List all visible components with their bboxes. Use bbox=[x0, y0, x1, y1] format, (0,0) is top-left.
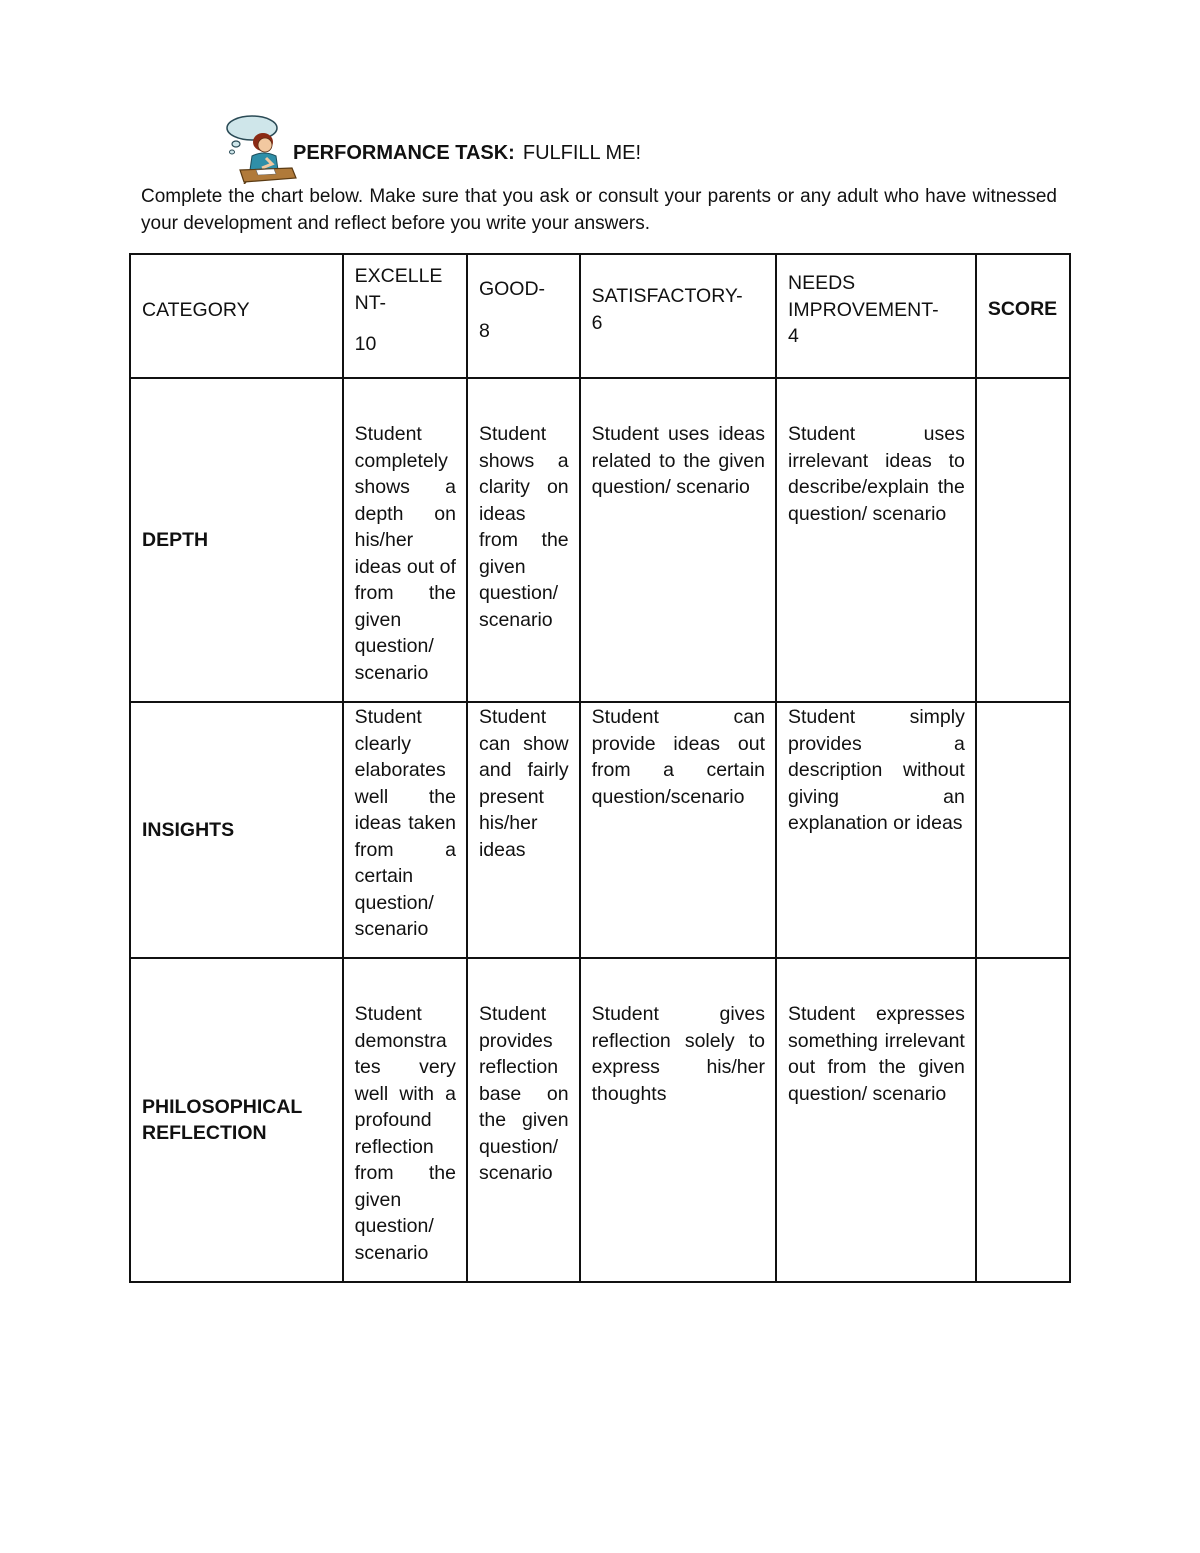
row-depth-needs-cell bbox=[776, 378, 976, 702]
row-depth-satisfactory-cell bbox=[580, 378, 776, 702]
student-writing-clipart-icon bbox=[222, 112, 302, 184]
row-insights-category-cell bbox=[130, 702, 343, 958]
row-depth-category-cell bbox=[130, 378, 343, 702]
row-excellent-text: Student clearly elaborates well the ideas taken from a certain question/ scenario bbox=[354, 706, 456, 940]
title-row bbox=[222, 112, 922, 184]
header-needs-line1: NEEDS bbox=[788, 272, 856, 294]
row-needs-text: Student expresses something irrelevant out from the given question/ scenario bbox=[788, 1003, 965, 1105]
header-good-line1: GOOD- bbox=[478, 278, 546, 300]
header-score: SCORE bbox=[987, 298, 1058, 320]
row-good-text: Student shows a clarity on ideas from the given question/ scenario bbox=[478, 423, 569, 631]
header-satisfactory-cell bbox=[580, 254, 776, 378]
row-reflection-score-cell[interactable] bbox=[976, 958, 1070, 1282]
row-insights-needs-cell bbox=[776, 702, 976, 958]
row-depth-good-cell bbox=[467, 378, 580, 702]
row-reflection-category-cell bbox=[130, 958, 343, 1282]
row-excellent-text: Student demonstra tes very well with a profound reflection from the given question/ scenario bbox=[354, 1003, 456, 1264]
row-reflection-needs-cell bbox=[776, 958, 976, 1282]
row-depth-excellent-cell bbox=[343, 378, 467, 702]
table-row bbox=[130, 378, 1070, 702]
task-label: PERFORMANCE TASK: bbox=[293, 142, 515, 164]
row-satisfactory-text: Student uses ideas related to the given question/ scenario bbox=[591, 423, 765, 498]
row-good-text: Student can show and fairly present his/her ideas bbox=[478, 706, 569, 861]
header-excellent-cell bbox=[343, 254, 467, 378]
table-row bbox=[130, 702, 1070, 958]
row-reflection-excellent-cell bbox=[343, 958, 467, 1282]
row-insights-good-cell bbox=[467, 702, 580, 958]
title bbox=[293, 142, 641, 165]
header-category-cell bbox=[130, 254, 343, 378]
row-insights-excellent-cell bbox=[343, 702, 467, 958]
header-score-cell bbox=[976, 254, 1070, 378]
header-excellent-line1: EXCELLE bbox=[354, 265, 443, 287]
instructions-paragraph: Complete the chart below. Make sure that you ask or consult your parents or any adult who have witnessed your development and reflect before you write your answers. bbox=[141, 186, 1057, 234]
row-insights-score-cell[interactable] bbox=[976, 702, 1070, 958]
row-needs-text: Student uses irrelevant ideas to describe/explain the question/ scenario bbox=[788, 423, 965, 525]
row-needs-text: Student simply provides a description without giving an explanation or ideas bbox=[788, 706, 965, 834]
row-insights-satisfactory-cell bbox=[580, 702, 776, 958]
row-reflection-satisfactory-cell bbox=[580, 958, 776, 1282]
rubric-table bbox=[129, 253, 1071, 1283]
table-header-row bbox=[130, 254, 1070, 378]
header-satisfactory-line1: SATISFACTORY- bbox=[591, 285, 743, 307]
row-excellent-text: Student completely shows a depth on his/her ideas out of from the given question/ scenario bbox=[354, 423, 456, 684]
task-name: FULFILL ME! bbox=[522, 142, 642, 164]
row-good-text: Student provides reflection base on the given question/ scenario bbox=[478, 1003, 569, 1184]
header-category: CATEGORY bbox=[142, 299, 250, 321]
header-needs-cell bbox=[776, 254, 976, 378]
row-satisfactory-text: Student can provide ideas out from a certain question/scenario bbox=[591, 706, 765, 808]
header-satisfactory-points: 6 bbox=[591, 311, 603, 334]
row-reflection-good-cell bbox=[467, 958, 580, 1282]
table-row bbox=[130, 958, 1070, 1282]
row-depth-score-cell[interactable] bbox=[976, 378, 1070, 702]
header-excellent-line2: NT- bbox=[354, 291, 387, 314]
row-satisfactory-text: Student gives reflection solely to express his/her thoughts bbox=[591, 1003, 765, 1105]
header-needs-line2: IMPROVEMENT- bbox=[788, 298, 939, 321]
header-good-cell bbox=[467, 254, 580, 378]
header-good-points: 8 bbox=[478, 319, 490, 342]
header-excellent-points: 10 bbox=[354, 333, 377, 355]
row-category-label: INSIGHTS bbox=[142, 818, 235, 841]
row-category-label: DEPTH bbox=[142, 528, 209, 551]
row-category-label: PHILOSOPHICAL REFLECTION bbox=[142, 1095, 302, 1144]
header-needs-points: 4 bbox=[788, 325, 799, 347]
